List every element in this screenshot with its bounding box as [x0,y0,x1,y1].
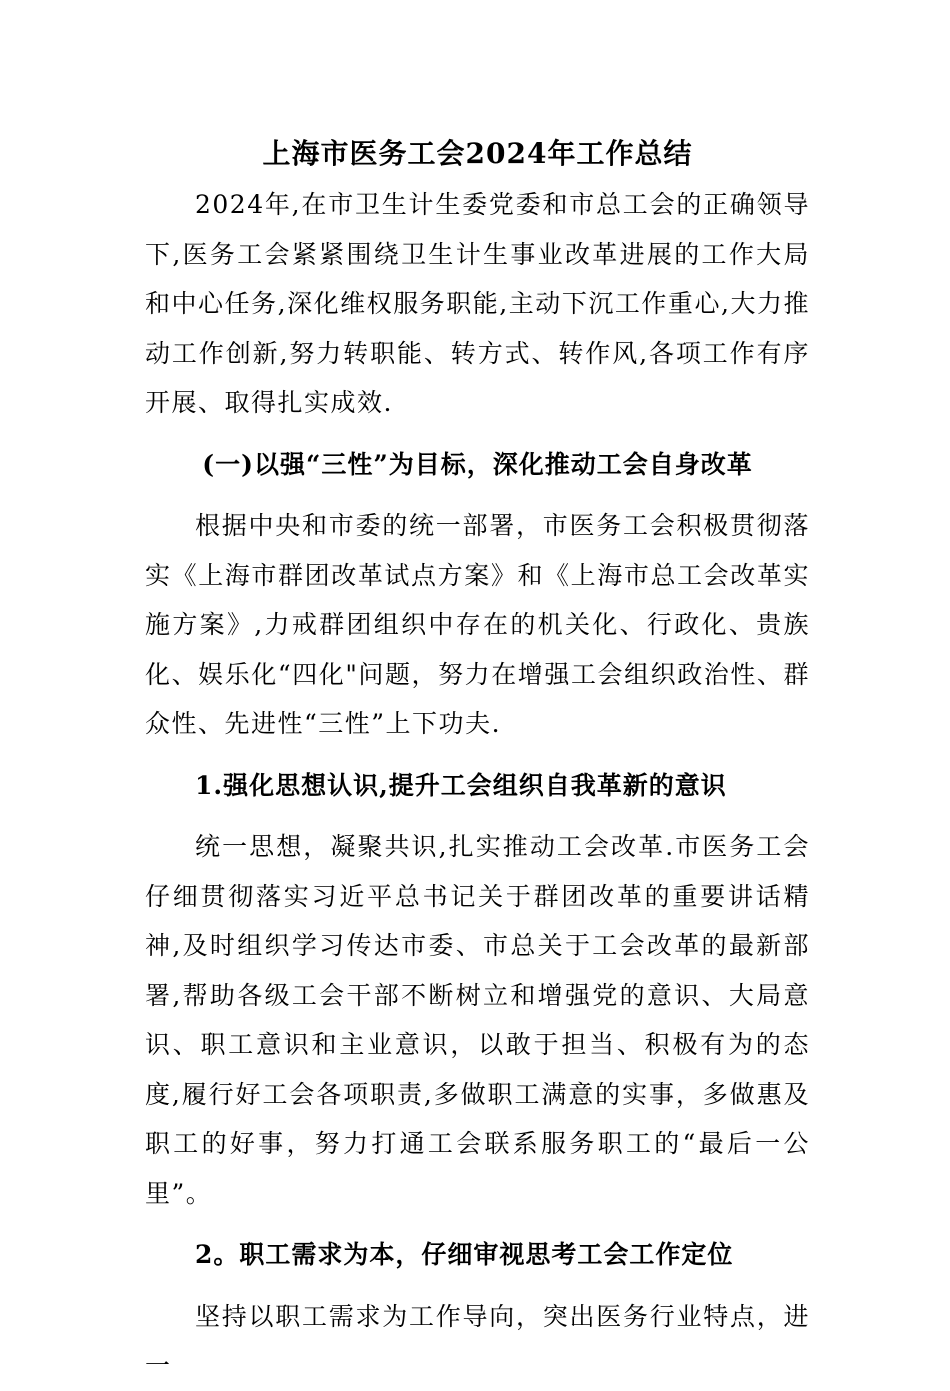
item-2-heading: 2。职工需求为本，仔细审视思考工会工作定位 [195,1240,734,1269]
spacer [145,749,810,761]
document-body [145,132,810,1391]
intro-paragraph: 2024年,在市卫生计生委党委和市总工会的正确领导下,医务工会紧紧围绕卫生计生事业改革进展的工作大局和中心任务,深化维权服务职能,主动下沉工作重心,大力推动工作创新,努力转职能、转方式、转作风,各项工作有序开展、取得扎实成效. [145,190,810,417]
spacer [145,1280,810,1292]
item-2-paragraph: 坚持以职工需求为工作导向，突出医务行业特点，进一 [145,1301,810,1380]
section-1-paragraph: 根据中央和市委的统一部署，市医务工会积极贯彻落实《上海市群团改革试点方案》和《上海市总工会改革实施方案》,力戒群团组织中存在的机关化、行政化、贵族化、娱乐化“四化"问题，努力在增强工会组织政治性、群众性、先进性“三性”上下功夫. [145,511,810,738]
item-1-heading: 1.强化思想认识,提升工会组织自我革新的意识 [195,770,727,800]
section-1-heading: (一)以强“三性”为目标，深化推动工会自身改革 [202,449,753,479]
document-title: 上海市医务工会2024年工作总结 [262,137,693,170]
item-1-paragraph: 统一思想，凝聚共识,扎实推动工会改革.市医务工会仔细贯彻落实习近平总书记关于群团改革的重要讲话精神,及时组织学习传达市委、市总关于工会改革的最新部署,帮助各级工会干部不断树立和增强党的意识、大局意识、职工意识和主业意识，以敢于担当、积极有为的态度,履行好工会各项职责,多做职工满意的实事，多做惠及职工的好事，努力打通工会联系服务职工的“最后一公里”。 [145,832,810,1208]
spacer [145,489,810,501]
spacer [145,1218,810,1230]
spacer [145,810,810,822]
spacer [145,428,810,440]
